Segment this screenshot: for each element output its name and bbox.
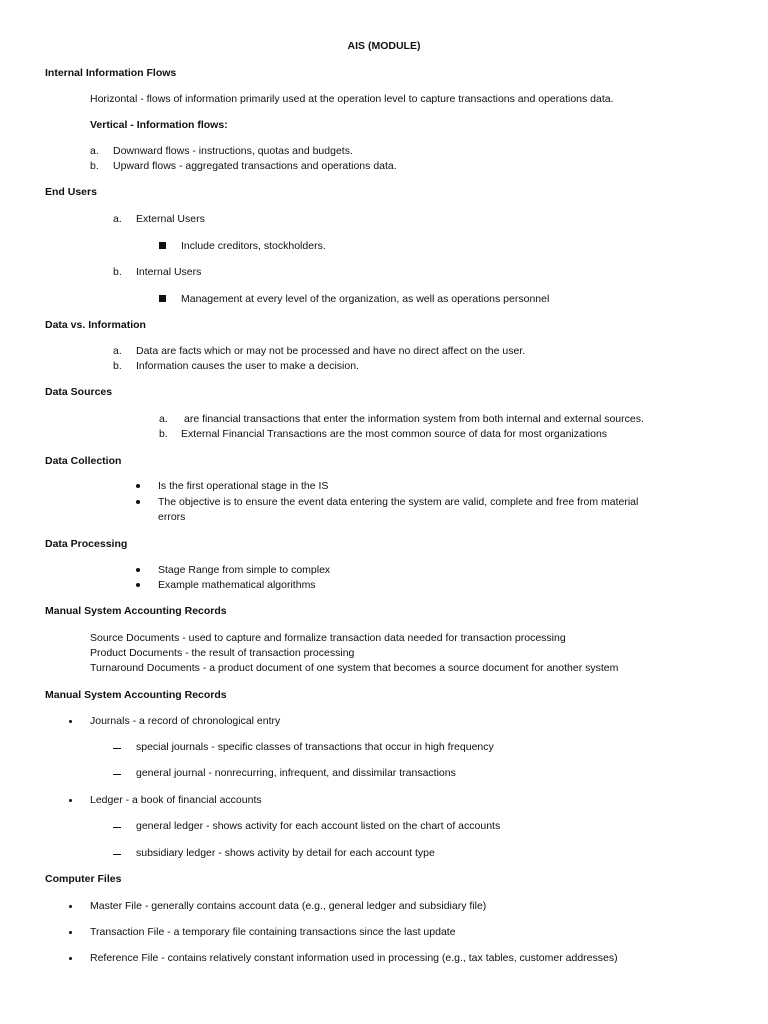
heading-data-processing: Data Processing xyxy=(45,538,128,550)
list-item: Management at every level of the organization, as well as operations personnel xyxy=(181,293,550,305)
list-item-internal-users: Internal Users xyxy=(136,266,202,278)
heading-manual-system-accounting-records: Manual System Accounting Records xyxy=(45,605,227,617)
turnaround-documents-text: Turnaround Documents - a product document of one system that becomes a source document for another system xyxy=(90,662,619,674)
list-item: Upward flows - aggregated transactions and operations data. xyxy=(113,160,397,172)
list-marker: a. xyxy=(113,345,122,357)
list-item: Example mathematical algorithms xyxy=(158,579,316,591)
dash-bullet-icon xyxy=(113,774,121,775)
list-marker: b. xyxy=(113,266,122,278)
dash-bullet-icon xyxy=(113,854,121,855)
dash-bullet-icon xyxy=(113,827,121,828)
list-item: The objective is to ensure the event data entering the system are valid, complete and free from material xyxy=(158,496,639,508)
sub-list-item: general journal - nonrecurring, infrequent, and dissimilar transactions xyxy=(136,767,456,779)
sub-list-item: general ledger - shows activity for each account listed on the chart of accounts xyxy=(136,820,501,832)
list-marker: a. xyxy=(113,213,122,225)
dot-bullet-icon xyxy=(136,500,140,504)
list-item: Reference File - contains relatively constant information used in processing (e.g., tax tables, customer addresses) xyxy=(90,952,618,964)
horizontal-flows-text: Horizontal - flows of information primarily used at the operation level to capture transactions and operations data. xyxy=(90,93,614,105)
heading-data-sources: Data Sources xyxy=(45,386,113,398)
list-item: Downward flows - instructions, quotas and budgets. xyxy=(113,145,353,157)
heading-data-collection: Data Collection xyxy=(45,455,122,467)
list-item: External Financial Transactions are the most common source of data for most organizations xyxy=(181,428,608,440)
small-dot-bullet-icon xyxy=(69,957,72,960)
dot-bullet-icon xyxy=(136,568,140,572)
vertical-flows-subheading: Vertical - Information flows: xyxy=(90,119,228,131)
dash-bullet-icon xyxy=(113,748,121,749)
square-bullet-icon xyxy=(159,242,166,249)
heading-manual-system-accounting-records-2: Manual System Accounting Records xyxy=(45,689,227,701)
heading-data-vs-information: Data vs. Information xyxy=(45,319,146,331)
list-item: Is the first operational stage in the IS xyxy=(158,480,329,492)
sub-list-item: subsidiary ledger - shows activity by detail for each account type xyxy=(136,847,435,859)
product-documents-text: Product Documents - the result of transaction processing xyxy=(90,647,355,659)
list-item: are financial transactions that enter the information system from both internal and external sources. xyxy=(184,413,644,425)
list-item: Transaction File - a temporary file containing transactions since the last update xyxy=(90,926,456,938)
small-dot-bullet-icon xyxy=(69,905,72,908)
source-documents-text: Source Documents - used to capture and formalize transaction data needed for transaction processing xyxy=(90,632,566,644)
list-item: Information causes the user to make a decision. xyxy=(136,360,359,372)
list-marker: b. xyxy=(159,428,168,440)
list-item: Data are facts which or may not be processed and have no direct affect on the user. xyxy=(136,345,526,357)
dot-bullet-icon xyxy=(136,484,140,488)
page-title: AIS (MODULE) xyxy=(347,40,421,52)
heading-end-users: End Users xyxy=(45,186,97,198)
list-marker: b. xyxy=(90,160,99,172)
list-item: Master File - generally contains account data (e.g., general ledger and subsidiary file) xyxy=(90,900,487,912)
list-item-external-users: External Users xyxy=(136,213,205,225)
square-bullet-icon xyxy=(159,295,166,302)
list-item-continuation: errors xyxy=(158,511,186,523)
small-dot-bullet-icon xyxy=(69,799,72,802)
list-marker: a. xyxy=(90,145,99,157)
list-item: Stage Range from simple to complex xyxy=(158,564,331,576)
list-marker: b. xyxy=(113,360,122,372)
list-marker: a. xyxy=(159,413,168,425)
dot-bullet-icon xyxy=(136,583,140,587)
list-item: Include creditors, stockholders. xyxy=(181,240,326,252)
journals-item: Journals - a record of chronological entry xyxy=(90,715,281,727)
small-dot-bullet-icon xyxy=(69,931,72,934)
sub-list-item: special journals - specific classes of transactions that occur in high frequency xyxy=(136,741,494,753)
heading-computer-files: Computer Files xyxy=(45,873,122,885)
ledger-item: Ledger - a book of financial accounts xyxy=(90,794,262,806)
heading-internal-information-flows: Internal Information Flows xyxy=(45,67,177,79)
small-dot-bullet-icon xyxy=(69,720,72,723)
